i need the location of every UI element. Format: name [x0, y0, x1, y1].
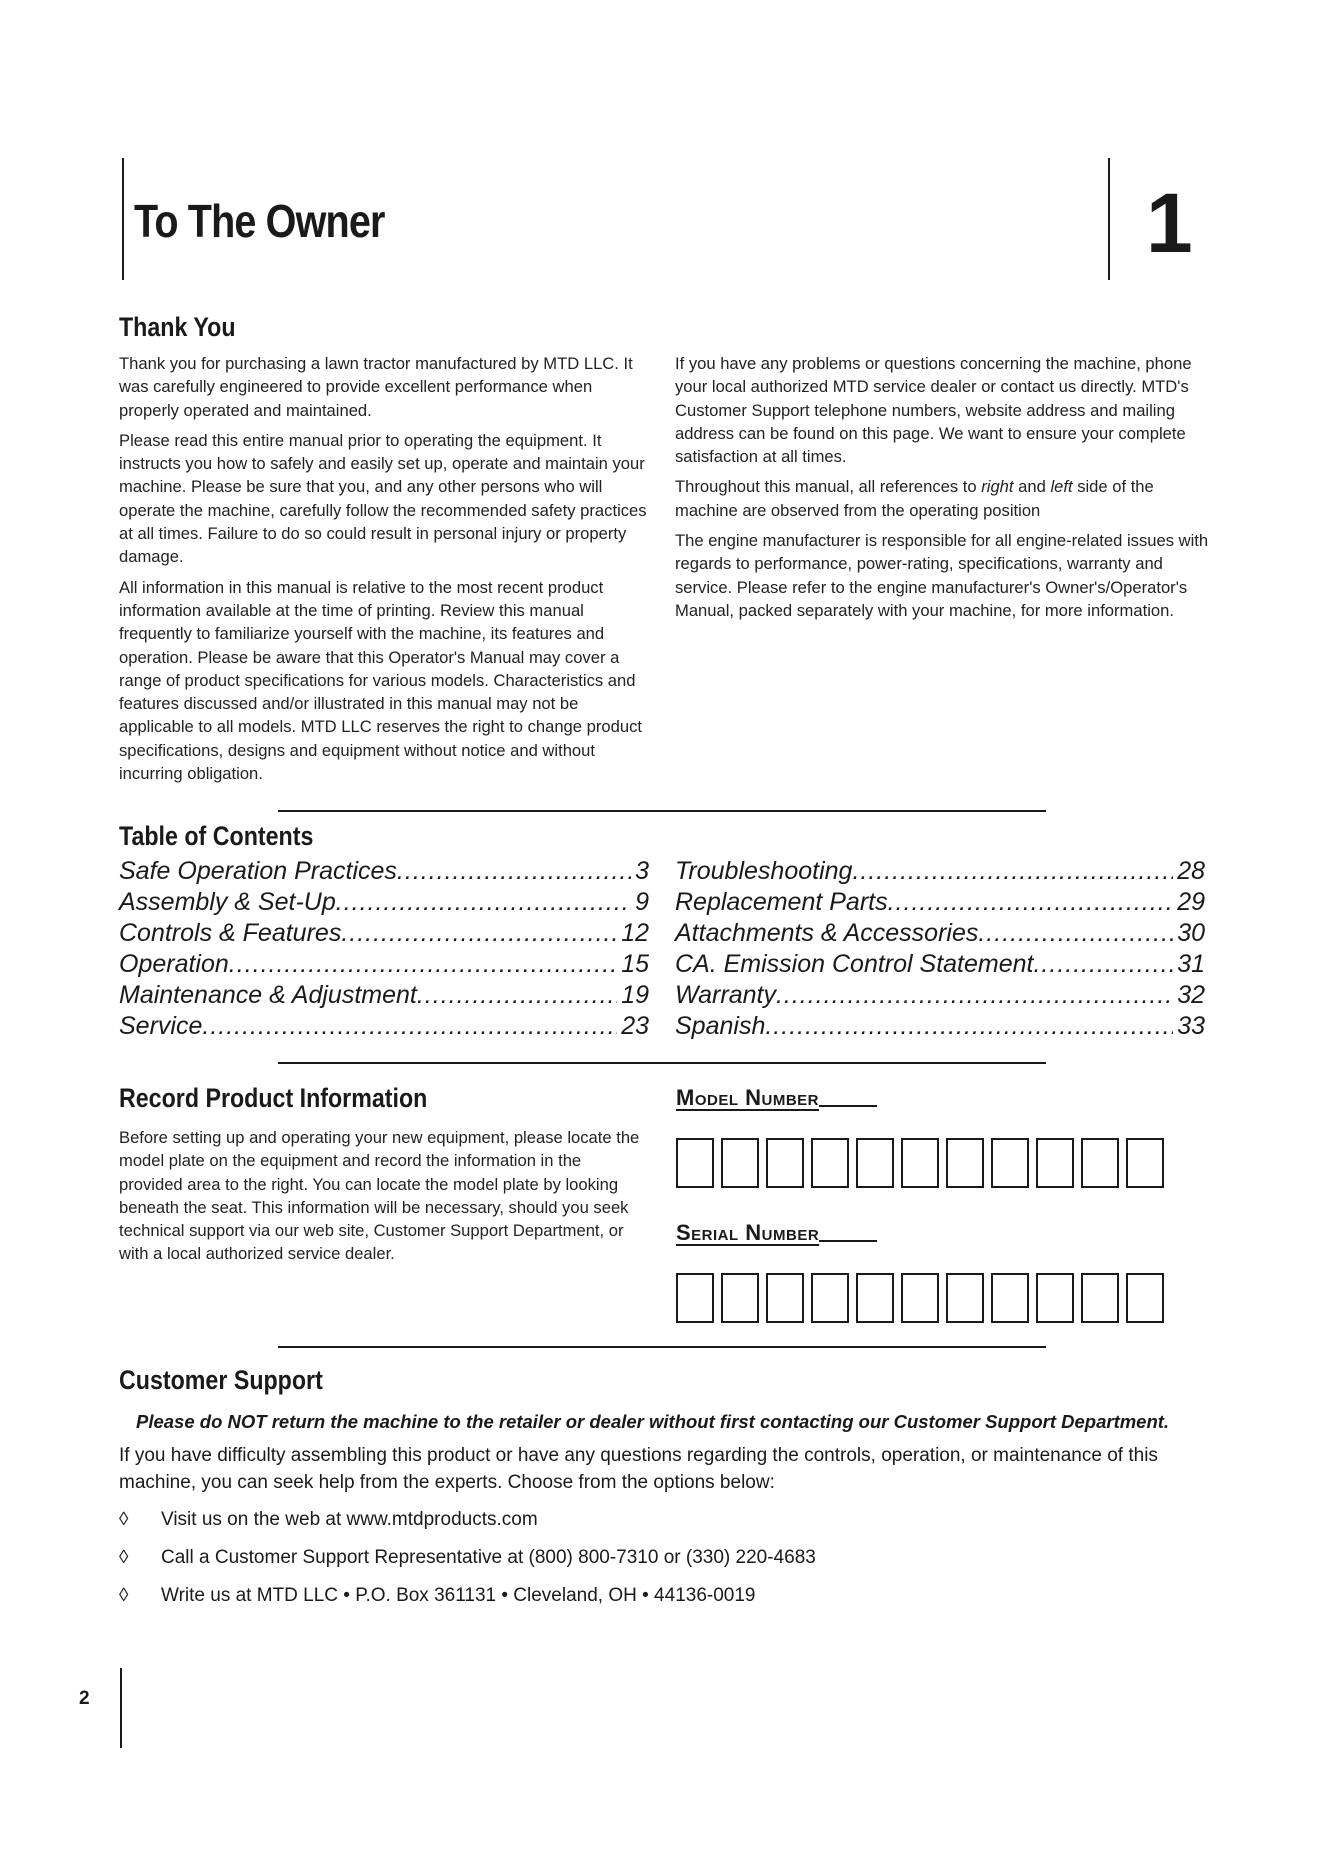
toc-heading: Table of Contents — [119, 821, 314, 851]
model-number-box[interactable] — [811, 1138, 849, 1188]
serial-number-box[interactable] — [811, 1273, 849, 1323]
serial-number-label: Serial Number — [676, 1220, 877, 1246]
serial-number-box[interactable] — [1126, 1273, 1164, 1323]
customer-support-heading: Customer Support — [119, 1365, 323, 1395]
toc-entry[interactable]: Controls & Features ..... 12 — [119, 918, 649, 949]
serial-number-box[interactable] — [721, 1273, 759, 1323]
model-number-box[interactable] — [991, 1138, 1029, 1188]
thank-you-left-column — [119, 352, 649, 792]
chapter-title: To The Owner — [134, 195, 385, 247]
list-item: ◊ Write us at MTD LLC • P.O. Box 361131 • Cleveland, OH • 44136-0019 — [119, 1583, 1199, 1609]
serial-number-box[interactable] — [766, 1273, 804, 1323]
toc-entry[interactable]: Operation ..... 15 — [119, 949, 649, 980]
thank-you-paragraph: Please read this entire manual prior to operating the equipment. It instructs you how to safely and easily set up, operate and maintain your machine. Please be sure that you, and any other persons who will operate the machine, carefully follow the recommended safety practices at all times. Failure to do so could result in personal injury or property damage. — [119, 430, 647, 567]
footer-rule — [120, 1668, 122, 1748]
model-number-box[interactable] — [676, 1138, 714, 1188]
diamond-bullet-icon: ◊ — [119, 1547, 129, 1568]
record-text: Before setting up and operating your new equipment, please locate the model plate on the equipment and record the information in the provided area to the right. You can locate the model plate by looking beneath the seat. This information will be necessary, should you seek technical support via our web site, Customer Support Department, or with a local authorized service dealer. — [119, 1128, 640, 1264]
serial-number-box[interactable] — [1081, 1273, 1119, 1323]
toc-entry[interactable]: Safe Operation Practices ..... 3 — [119, 856, 649, 887]
customer-support-warning: Please do NOT return the machine to the retailer or dealer without first contacting our Customer Support Department. — [136, 1411, 1170, 1432]
model-number-box[interactable] — [946, 1138, 984, 1188]
toc-entry[interactable]: Maintenance & Adjustment ..... 19 — [119, 980, 649, 1011]
toc-entry[interactable]: Spanish ..... 33 — [675, 1011, 1205, 1042]
toc-right-column — [675, 856, 1205, 1042]
thank-you-heading: Thank You — [119, 312, 236, 342]
model-number-boxes[interactable] — [676, 1138, 1164, 1188]
toc-left-column — [119, 856, 649, 1042]
serial-number-box[interactable] — [991, 1273, 1029, 1323]
divider — [278, 810, 1046, 812]
toc-entry[interactable]: CA. Emission Control Statement ..... 31 — [675, 949, 1205, 980]
model-number-box[interactable] — [1036, 1138, 1074, 1188]
toc-entry[interactable]: Assembly & Set-Up ..... 9 — [119, 887, 649, 918]
thank-you-right-column — [675, 352, 1211, 629]
thank-you-paragraph: If you have any problems or questions concerning the machine, phone your local authorized MTD service dealer or contact us directly. MTD's Customer Support telephone numbers, website address and mailing address can be found on this page. We want to ensure your complete satisfaction at all times. — [675, 354, 1192, 467]
customer-support-text: If you have difficulty assembling this product or have any questions regarding the controls, operation, or maintenance of this machine, you can seek help from the experts. Choose from the options below: — [119, 1445, 1158, 1493]
serial-number-boxes[interactable] — [676, 1273, 1164, 1323]
record-heading: Record Product Information — [119, 1083, 428, 1113]
diamond-bullet-icon: ◊ — [119, 1585, 129, 1606]
serial-number-box[interactable] — [676, 1273, 714, 1323]
thank-you-paragraph: All information in this manual is relative to the most recent product information available at the time of printing. Review this manual frequently to familiarize yourself with the machine, its features and operation. Please be aware that this Operator's Manual may cover a range of product specifications for various models. Characteristics and features discussed and/or illustrated in this manual may not be applicable to all models. MTD LLC reserves the right to change product specifications, designs and equipment without notice and without incurring obligation. — [119, 577, 642, 784]
toc-entry[interactable]: Attachments & Accessories ..... 30 — [675, 918, 1205, 949]
model-number-box[interactable] — [766, 1138, 804, 1188]
divider — [278, 1346, 1046, 1348]
serial-number-box[interactable] — [946, 1273, 984, 1323]
toc-entry[interactable]: Replacement Parts ..... 29 — [675, 887, 1205, 918]
toc-entry[interactable]: Warranty ..... 32 — [675, 980, 1205, 1011]
model-number-box[interactable] — [856, 1138, 894, 1188]
serial-number-box[interactable] — [1036, 1273, 1074, 1323]
serial-number-box[interactable] — [901, 1273, 939, 1323]
model-number-box[interactable] — [1126, 1138, 1164, 1188]
thank-you-paragraph: Throughout this manual, all references to right and left side of the machine are observed from the operating position — [675, 477, 1154, 520]
page-number: 2 — [79, 1688, 90, 1709]
customer-support-options — [119, 1507, 1199, 1609]
list-item: ◊ Call a Customer Support Representative at (800) 800-7310 or (330) 220-4683 — [119, 1545, 1199, 1571]
model-number-box[interactable] — [901, 1138, 939, 1188]
toc-entry[interactable]: Service ..... 23 — [119, 1011, 649, 1042]
chapter-number: 1 — [1146, 176, 1193, 270]
diamond-bullet-icon: ◊ — [119, 1509, 129, 1530]
thank-you-paragraph: The engine manufacturer is responsible for all engine-related issues with regards to performance, power-rating, specifications, warranty and service. Please refer to the engine manufacturer's Owner's/Operator's Manual, packed separately with your machine, for more information. — [675, 531, 1209, 620]
model-number-box[interactable] — [1081, 1138, 1119, 1188]
divider — [278, 1062, 1046, 1064]
list-item: ◊ Visit us on the web at www.mtdproducts.com — [119, 1507, 1199, 1533]
toc-entry[interactable]: Troubleshooting ..... 28 — [675, 856, 1205, 887]
serial-number-box[interactable] — [856, 1273, 894, 1323]
model-number-box[interactable] — [721, 1138, 759, 1188]
title-rule — [122, 158, 124, 280]
chapter-rule — [1108, 158, 1110, 280]
thank-you-paragraph: Thank you for purchasing a lawn tractor manufactured by MTD LLC. It was carefully engineered to provide excellent performance when properly operated and maintained. — [119, 354, 633, 420]
model-number-label: Model Number — [676, 1085, 877, 1111]
